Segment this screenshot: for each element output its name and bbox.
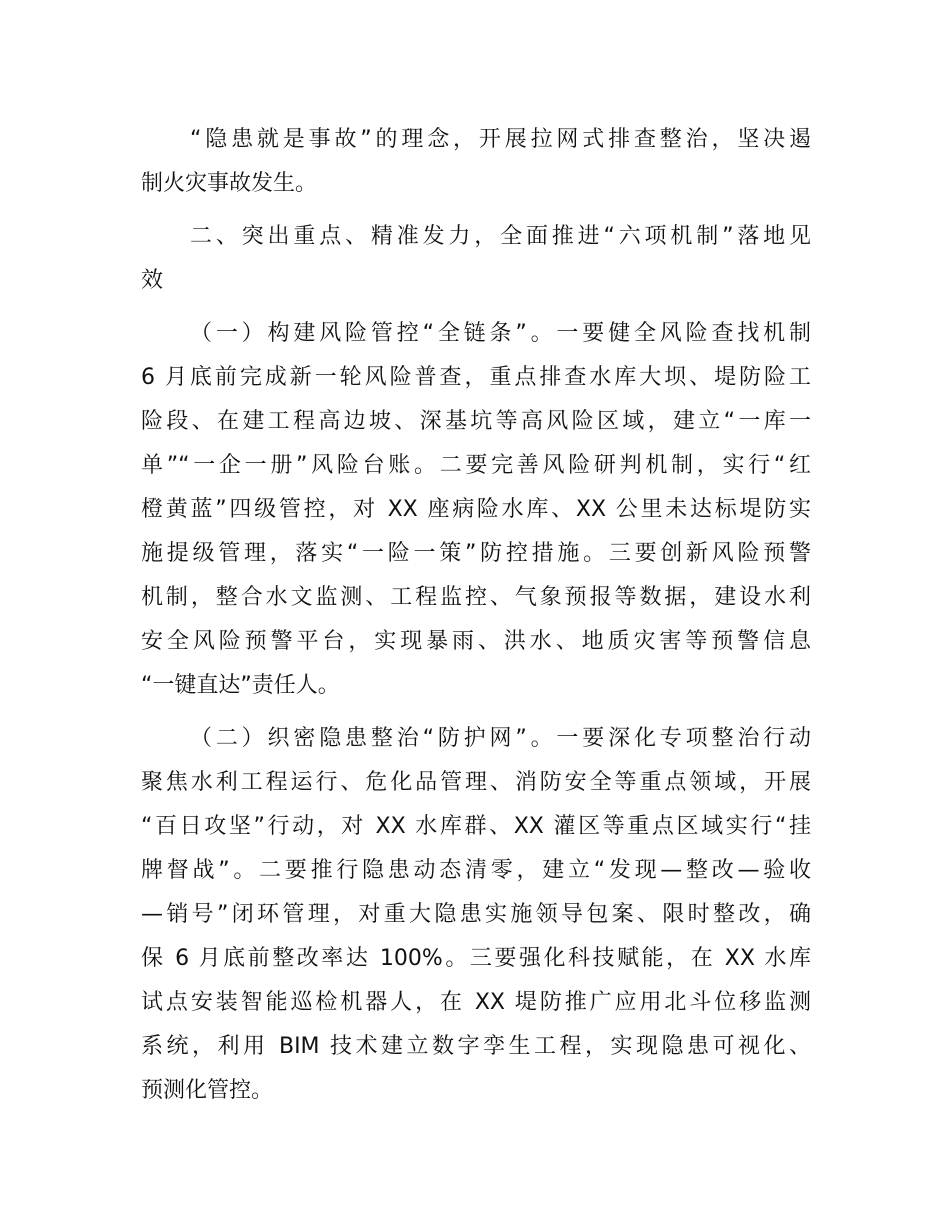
heading-line: 二、突出重点、精准发力，全面推进“六项机制”落地见 — [190, 224, 811, 249]
paragraph-line: 安全风险预警平台，实现暴雨、洪水、地质灾害等预警信息 — [141, 629, 811, 654]
paragraph-line: （一）构建风险管控“全链条”。一要健全风险查找机制 — [190, 321, 811, 346]
paragraph-line: 试点安装智能巡检机器人，在 XX 堤防推广应用北斗位移监测 — [141, 990, 811, 1015]
paragraph-line: 系统，利用 BIM 技术建立数字孪生工程，实现隐患可视化、 — [141, 1034, 811, 1059]
paragraph-line: 预测化管控。 — [141, 1078, 274, 1103]
paragraph-line: 制火灾事故发生。 — [141, 171, 318, 196]
paragraph-line: 聚焦水利工程运行、危化品管理、消防安全等重点领域，开展 — [141, 770, 811, 795]
paragraph-line: “一键直达”责任人。 — [141, 673, 340, 698]
document-page — [141, 118, 811, 1122]
paragraph-line: 施提级管理，落实“一险一策”防控措施。三要创新风险预警 — [141, 541, 811, 566]
paragraph-line: 牌督战”。二要推行隐患动态清零，建立“发现—整改—验收 — [141, 858, 811, 883]
heading-line: 效 — [141, 268, 164, 293]
paragraph-line: 橙黄蓝”四级管控，对 XX 座病险水库、XX 公里未达标堤防实 — [141, 497, 811, 522]
paragraph-line: 机制，整合水文监测、工程监控、气象预报等数据，建设水利 — [141, 585, 811, 610]
section-heading-2 — [141, 215, 811, 303]
paragraph-1 — [141, 118, 811, 206]
paragraph-line: 保 6 月底前整改率达 100%。三要强化科技赋能，在 XX 水库 — [141, 946, 811, 971]
paragraph-hazard-remediation — [141, 717, 811, 1113]
paragraph-line: 单”“一企一册”风险台账。二要完善风险研判机制，实行“红 — [141, 453, 811, 478]
paragraph-line: 险段、在建工程高边坡、深基坑等高风险区域，建立“一库一 — [141, 409, 811, 434]
paragraph-line: （二）织密隐患整治“防护网”。一要深化专项整治行动 — [190, 726, 811, 751]
paragraph-line: “百日攻坚”行动，对 XX 水库群、XX 灌区等重点区域实行“挂 — [141, 814, 811, 839]
paragraph-line: “隐患就是事故”的理念，开展拉网式排查整治，坚决遏 — [190, 127, 811, 152]
paragraph-line: —销号”闭环管理，对重大隐患实施领导包案、限时整改，确 — [141, 902, 811, 927]
paragraph-line: 6 月底前完成新一轮风险普查，重点排查水库大坝、堤防险工 — [141, 365, 811, 390]
paragraph-risk-control — [141, 312, 811, 708]
